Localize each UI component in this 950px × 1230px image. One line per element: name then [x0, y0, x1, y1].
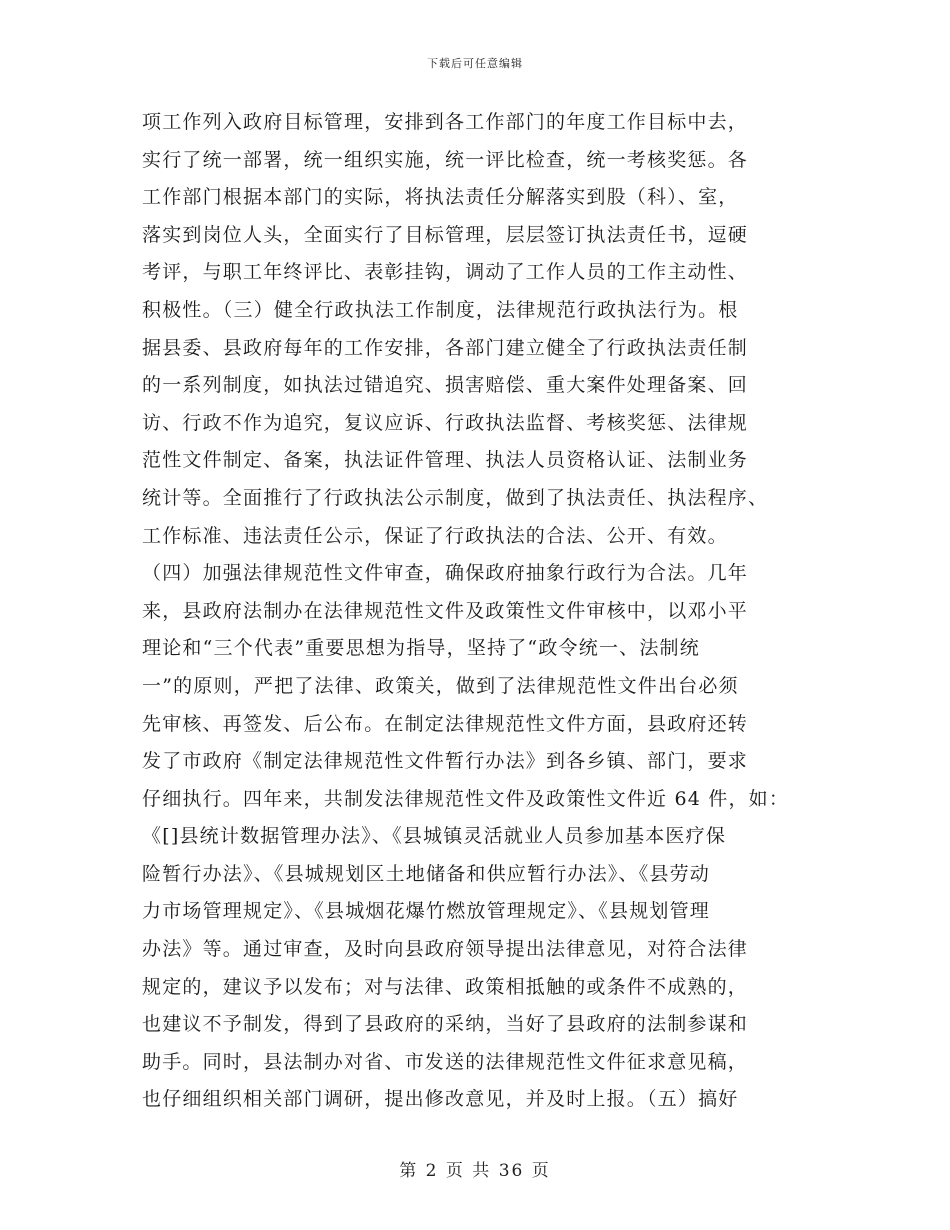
body-line: 也仔细组织相关部门调研，提出修改意见，并及时上报。（五）搞好 [142, 1088, 739, 1111]
body-line: 力市场管理规定》、《县城烟花爆竹燃放管理规定》、《县规划管理 [142, 900, 711, 923]
body-line: 来，县政府法制办在法律规范性文件及政策性文件审核中，以邓小平 [142, 599, 749, 622]
body-line: 访、行政不作为追究，复议应诉、行政执法监督、考核奖惩、法律规 [142, 411, 749, 434]
document-body [142, 104, 822, 1119]
body-line: 《[]县统计数据管理办法》、《县城镇灵活就业人员参加基本医疗保 [142, 825, 727, 848]
body-line: 范性文件制定、备案，执法证件管理、执法人员资格认证、法制业务 [142, 449, 749, 472]
body-line: 理论和“三个代表”重要思想为指导，坚持了“政令统一、法制统 [142, 637, 700, 660]
body-line: 仔细执行。四年来，共制发法律规范性文件及政策性文件近 64 件，如： [142, 787, 790, 810]
page-header-note: 下载后可任意编辑 [427, 57, 523, 70]
body-line: 办法》等。通过审查，及时向县政府领导提出法律意见，对符合法律 [142, 938, 749, 961]
body-line: 据县委、县政府每年的工作安排，各部门建立健全了行政执法责任制 [142, 336, 749, 359]
body-line: 发了市政府《制定法律规范性文件暂行办法》到各乡镇、部门，要求 [142, 750, 749, 773]
body-line: 的一系列制度，如执法过错追究、损害赔偿、重大案件处理备案、回 [142, 374, 749, 397]
body-line: 规定的，建议予以发布；对与法律、政策相抵触的或条件不成熟的， [142, 975, 749, 998]
body-line: 实行了统一部署，统一组织实施，统一评比检查，统一考核奖惩。各 [142, 148, 749, 171]
body-line: 落实到岗位人头，全面实行了目标管理，层层签订执法责任书，逗硬 [142, 223, 749, 246]
body-line: （四）加强法律规范性文件审查，确保政府抽象行政行为合法。几年 [142, 562, 749, 585]
body-line: 工作部门根据本部门的实际，将执法责任分解落实到股（科）、室， [142, 186, 739, 209]
body-line: 先审核、再签发、后公布。在制定法律规范性文件方面，县政府还转 [142, 712, 749, 735]
body-line: 积极性。（三）健全行政执法工作制度，法律规范行政执法行为。根 [142, 298, 739, 321]
body-line: 也建议不予制发，得到了县政府的采纳，当好了县政府的法制参谋和 [142, 1013, 749, 1036]
body-line: 统计等。全面推行了行政执法公示制度，做到了执法责任、执法程序、 [142, 486, 769, 509]
body-line: 险暂行办法》、《县城规划区土地储备和供应暂行办法》、《县劳动 [142, 862, 711, 885]
body-line: 考评，与职工年终评比、表彰挂钩，调动了工作人员的工作主动性、 [142, 261, 749, 284]
page-number: 第 2 页 共 36 页 [399, 1161, 551, 1181]
body-line: 项工作列入政府目标管理，安排到各工作部门的年度工作目标中去， [142, 111, 749, 133]
body-line: 助手。同时，县法制办对省、市发送的法律规范性文件征求意见稿， [142, 1050, 749, 1073]
body-line: 工作标准、违法责任公示，保证了行政执法的合法、公开、有效。 [142, 524, 728, 547]
body-line: 一”的原则，严把了法律、政策关，做到了法律规范性文件出台必须 [142, 674, 739, 697]
